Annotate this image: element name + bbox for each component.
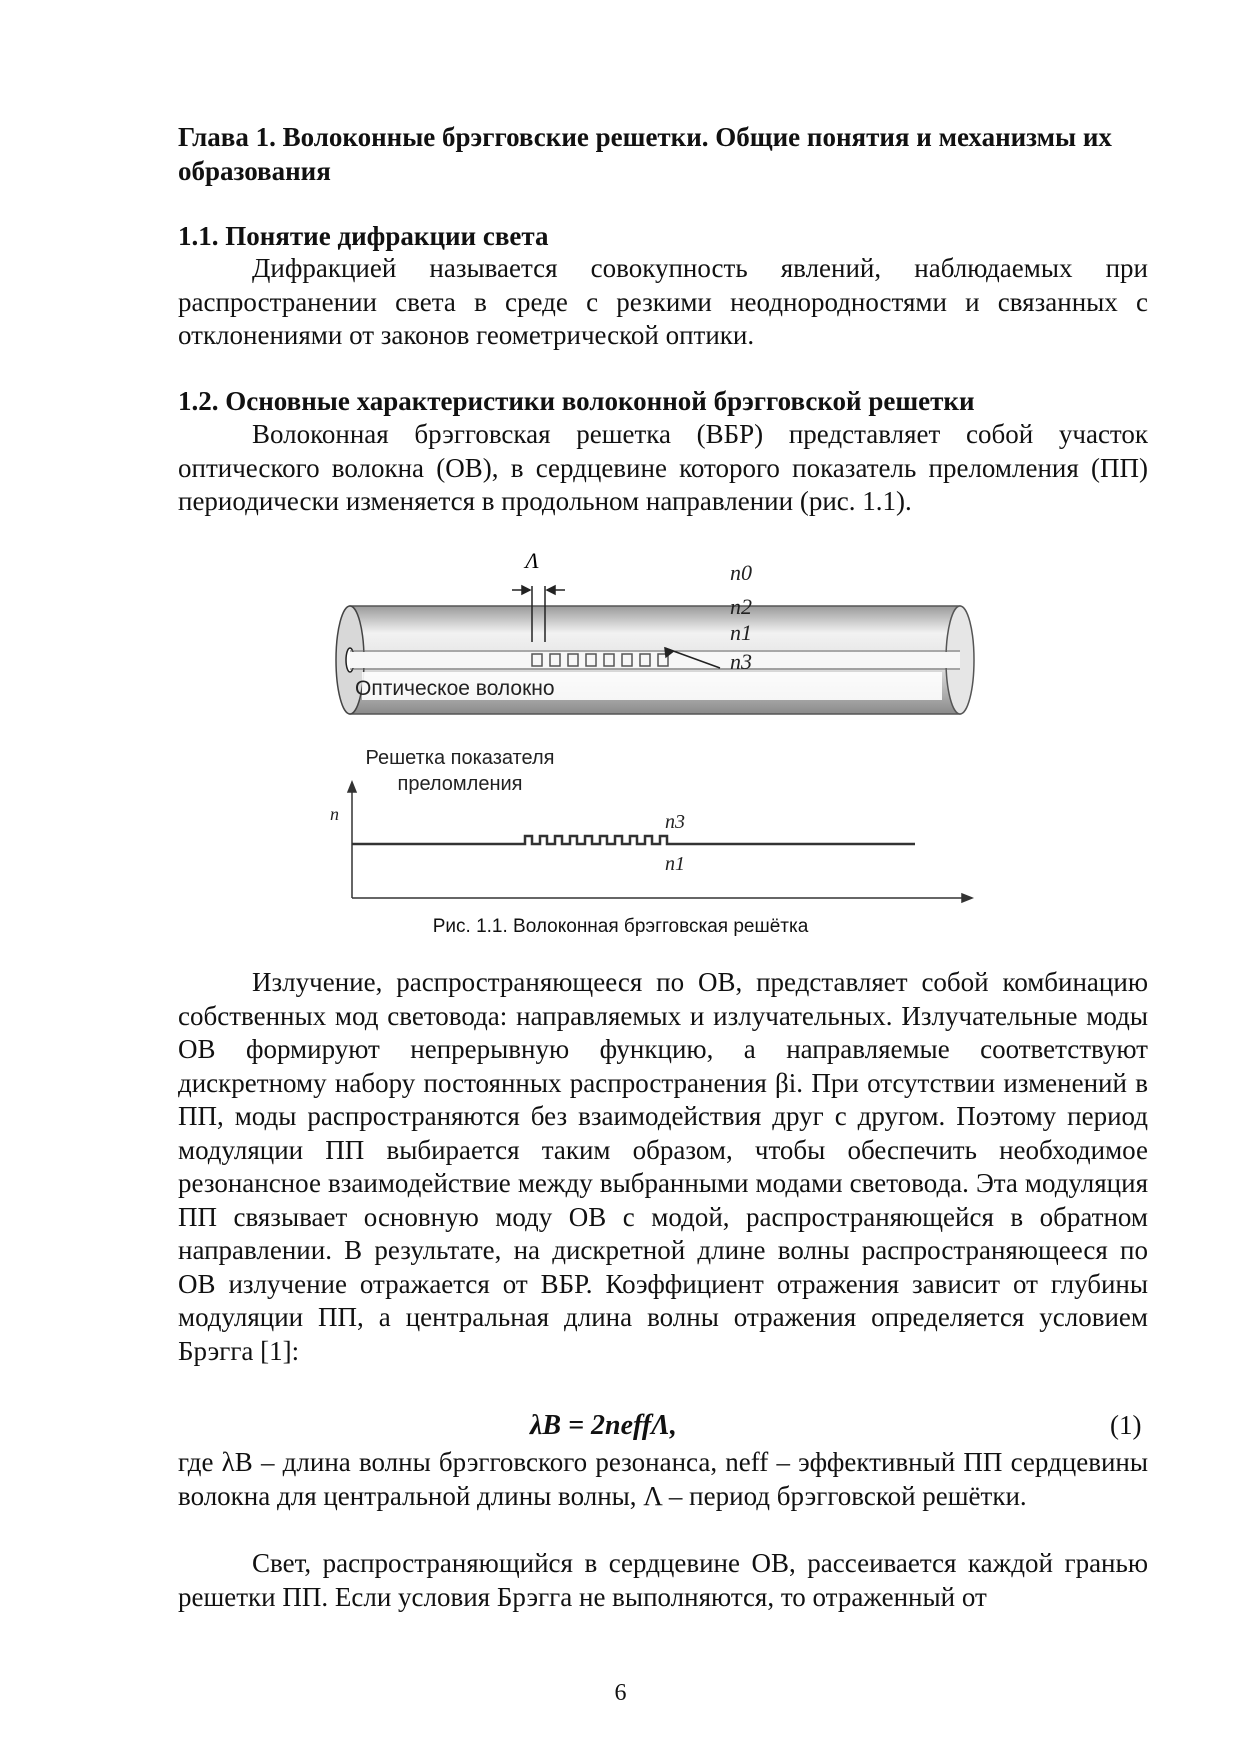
n1-label: n1 xyxy=(730,620,752,645)
bragg-equation: λB = 2neffΛ, xyxy=(530,1410,677,1441)
section-1-title: 1.1. Понятие дифракции света xyxy=(178,221,549,251)
body-paragraph-radiation: Излучение, распространяющееся по ОВ, представляет собой комбинацию собственных мод световода: направляемых и излучательных. Излучательные моды ОВ формируют непрерывную функцию, а направляемые соответствуют дискретному набору постоянных распространения βi. При отсутствии изменений в ПП, моды распространяются без взаимодействия друг с другом. Поэтому период модуляции ПП выбирается таким образом, чтобы обеспечить необходимое резонансное взаимодействие между выбранными модами световода. Эта модуляция ПП связывает основную моду ОВ с модой, распространяющейся в обратном направлении. В результате, на дискретной длине волны распространяющееся по ОВ излучение отражается от ВБР. Коэффициент отражения зависит от глубины модуляции ПП, а центральная длина волны отражения определяется условием Брэгга [1]: xyxy=(178,967,1148,1366)
section-2-paragraph: Волоконная брэгговская решетка (ВБР) представляет собой участок оптического волокна (ОВ), в сердцевине которого показатель преломления (ПП) периодически изменяется в продольном направлении (рис. 1.1). xyxy=(178,419,1148,516)
n0-label: n0 xyxy=(730,560,752,585)
graph-n1-label: n1 xyxy=(665,853,685,875)
section-2-title: 1.2. Основные характеристики волоконной брэгговской решетки xyxy=(178,386,975,416)
n3-label: n3 xyxy=(730,649,752,674)
chapter-title: Глава 1. Волоконные брэгговские решетки. Общие понятия и механизмы их образования xyxy=(178,122,1112,186)
refractive-index-graph xyxy=(300,740,1020,910)
graph-n3-label: n3 xyxy=(665,811,685,833)
n2-label: n2 xyxy=(730,594,752,619)
graph-axis-label: n xyxy=(330,804,339,824)
body-paragraph-scattering: Свет, распространяющийся в сердцевине ОВ, рассеивается каждой гранью решетки ПП. Если условия Брэгга не выполняются, то отраженный от xyxy=(178,1548,1148,1612)
index-profile-line xyxy=(352,836,915,844)
fiber-label: Оптическое волокно xyxy=(355,677,555,700)
grating-label-line2: преломления xyxy=(397,773,523,795)
equation-explanation: где λB – длина волны брэгговского резонанса, neff – эффективный ПП сердцевины волокна для центральной длины волны, Λ – период брэгговской решётки. xyxy=(178,1447,1148,1511)
section-1-paragraph: Дифракцией называется совокупность явлений, наблюдаемых при распространении света в среде с резкими неоднородностями и связанных с отклонениями от законов геометрической оптики. xyxy=(178,253,1148,350)
grating-label-line1: Решетка показателя xyxy=(365,747,555,769)
period-label: Λ xyxy=(525,550,539,573)
equation-number: (1) xyxy=(1110,1410,1142,1440)
page-number: 6 xyxy=(614,1680,627,1706)
figure-caption: Рис. 1.1. Волоконная брэгговская решётка xyxy=(432,916,809,937)
